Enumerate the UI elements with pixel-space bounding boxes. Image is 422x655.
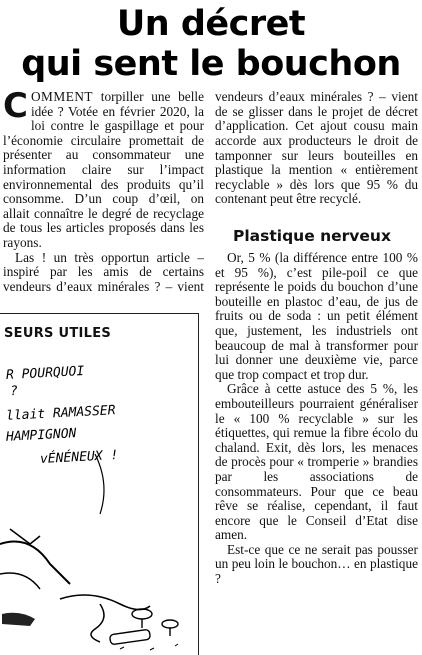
cartoon-illustration [0, 313, 199, 655]
speech-line-4: HAMPIGNON [5, 426, 77, 445]
article-column-right [215, 90, 418, 587]
paragraph-2-continued-text: vendeurs d’eaux minérales ? – vient de se glisser dans le projet de décret d’application. Cet ajout cousu main accorde aux producteurs le droit de tamponner sur leurs bouteilles en plastique la mention « entièrement recyclable » dès lors que 95 % du contenant peut être recyclé. [215, 90, 418, 207]
drop-cap: C [3, 86, 28, 126]
speech-line-1: R POURQUOI [5, 363, 85, 384]
article-paragraph-3: Or, 5 % (la différence entre 100 % et 95 %), c’est pile-poil ce que représente le poids du bouchon d’une bouteille en plastoc d’eau, de jus de fruits ou de soda : un petit élément que, justement, les industriels ont beaucoup de mal à transformer pour lui donner une deuxième vie, parce que trop compact et trop dur. [215, 250, 418, 382]
speech-line-5: vÉNÉNEUX ! [39, 447, 119, 468]
headline-line-1: Un décret [116, 4, 306, 44]
paragraph-1-text: torpiller une belle idée ? Votée en février 2020, la loi contre le gaspillage et pour l’économie circulaire promettait de présenter au consommateur une information claire sur l’impact environnemental des produits qu’il consomme. D’un coup d’œil, on allait connaître le degré de recyclage de tous les articles proposés dans les rayons. [3, 89, 204, 250]
article-paragraph-2: Las ! un très opportun article – inspiré par les amis de certains vendeurs d’eaux minérales ? – vient [3, 250, 204, 294]
article-paragraph-2-continued [215, 90, 418, 221]
article-paragraph-5: Est-ce que ce ne serait pas pousser un peu loin le bouchon… en plastique ? [215, 541, 418, 587]
lead-in-caps: OMMENT [30, 89, 94, 104]
speech-line-3: llait RAMASSER [5, 403, 116, 424]
speech-line-2: ? [9, 383, 19, 400]
article-paragraph-4: Grâce à cette astuce des 5 %, les embouteilleurs pourraient généraliser le « 100 % recyclable » sur les étiquettes, qui remue la fibre écolo du chaland. Exit, dès lors, les menaces de procès pour « tromperie » brandies par les associations de consommateurs. Pour que ce beau rêve se réalise, cependant, il faut encore que le Conseil d’Etat dise amen. [215, 381, 418, 543]
cartoon-title: SEURS UTILES [4, 326, 112, 341]
section-subhead: Plastique nerveux [233, 227, 391, 245]
headline-line-2: qui sent le bouchon [21, 44, 401, 84]
article-paragraph-1 [3, 86, 204, 251]
headline [0, 4, 422, 84]
article-column-left [3, 86, 204, 294]
cartoon-drawing [0, 314, 198, 655]
